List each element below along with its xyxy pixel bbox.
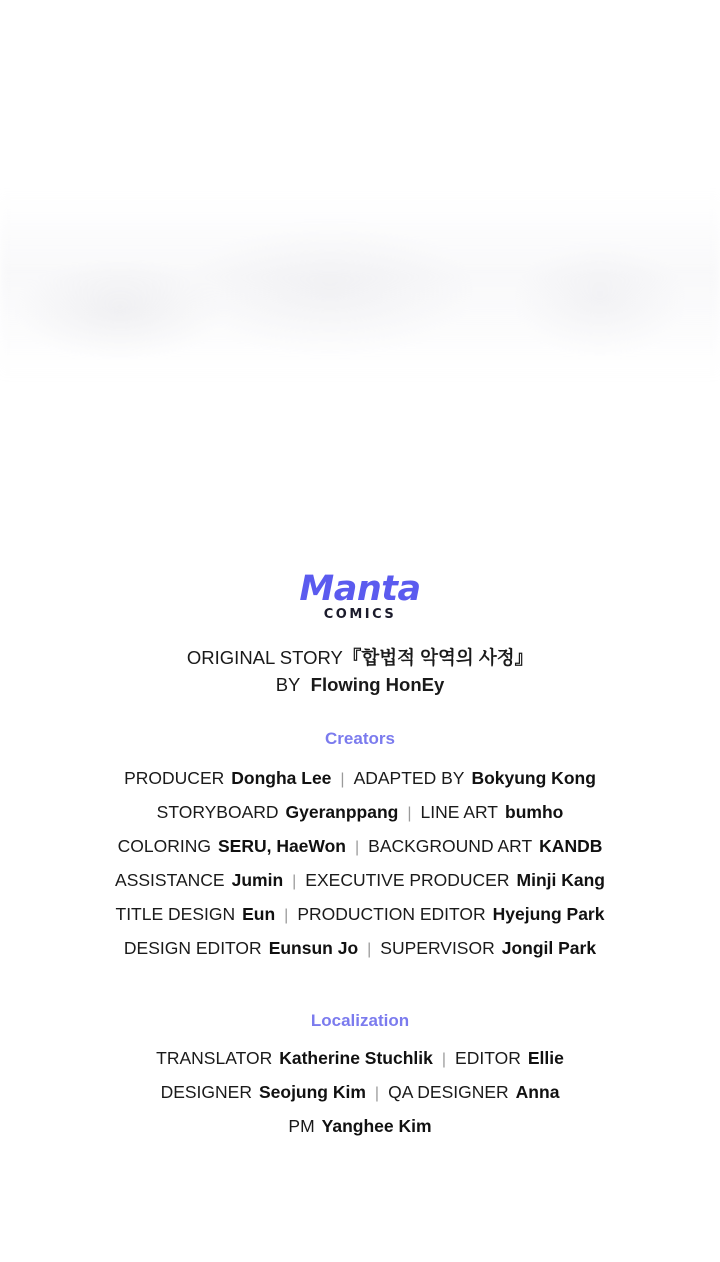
credit-name: Jumin [231,870,284,890]
original-story-title: 『합법적 악역의 사정』 [342,647,534,668]
credit-row [0,932,720,966]
credit-entry [455,1042,564,1074]
credit-separator: | [374,1085,380,1102]
credit-name: Eunsun Jo [268,938,359,958]
credit-name: Katherine Stuchlik [279,1048,433,1068]
credit-role: QA DESIGNER [388,1082,509,1102]
credit-entry [297,898,604,930]
logo-wordmark: Manta [299,569,421,609]
credit-role: DESIGN EDITOR [123,938,262,958]
credit-role: COLORING [117,836,211,856]
creators-list [0,762,720,966]
credit-name: Ellie [527,1048,564,1068]
credit-entry [124,762,331,794]
credit-separator: | [367,941,372,958]
credit-name: Gyeranppang [285,802,399,822]
credit-name: Anna [515,1082,560,1102]
credit-role: TITLE DESIGN [115,904,236,924]
credit-separator: | [292,873,297,890]
credit-separator: | [407,805,412,822]
localization-list [0,1042,720,1142]
credit-entry [380,932,596,964]
logo-subtitle: COMICS [323,607,397,622]
credit-entry [354,762,596,794]
credit-row [0,1110,720,1142]
credit-name: bumho [505,802,564,822]
creators-section-title: Creators [325,729,395,748]
credit-separator: | [441,1051,447,1068]
original-story-label: ORIGINAL STORY [186,647,343,668]
credit-role: ASSISTANCE [115,870,225,890]
credit-role: STORYBOARD [156,802,279,822]
credit-entry [368,830,602,862]
credit-row [0,762,720,796]
credit-row [0,898,720,932]
credit-entry [156,1042,433,1074]
credit-role: ADAPTED BY [353,768,465,788]
credit-role: TRANSLATOR [156,1048,273,1068]
credit-row [0,1042,720,1076]
credit-role: PRODUCER [124,768,225,788]
credit-entry [288,1110,431,1142]
credit-role: EXECUTIVE PRODUCER [305,870,510,890]
credit-role: DESIGNER [160,1082,252,1102]
credit-entry [118,830,346,862]
credit-row [0,796,720,830]
original-story-line [0,644,720,671]
credit-entry [161,1076,366,1108]
credit-role: SUPERVISOR [380,938,495,958]
credit-name: SERU, HaeWon [217,836,346,856]
credit-separator: | [340,771,345,788]
credit-row [0,864,720,898]
original-author-label: BY [275,674,301,695]
credit-row [0,1076,720,1110]
credit-role: BACKGROUND ART [368,836,533,856]
credit-entry [116,898,276,930]
manta-comics-logo [0,570,720,623]
credit-entry [115,864,283,896]
credit-role: PM [288,1116,315,1136]
credit-row [0,830,720,864]
credit-separator: | [355,839,360,856]
credit-entry [305,864,605,896]
original-story-block [0,644,720,698]
background-artwork-fade [0,190,720,380]
credit-role: PRODUCTION EDITOR [297,904,486,924]
credit-name: Yanghee Kim [321,1116,432,1136]
credit-entry [124,932,358,964]
credit-name: Eun [242,904,276,924]
credit-entry [421,796,564,828]
credit-name: Jongil Park [501,938,597,958]
credit-entry [157,796,399,828]
original-author-line [0,671,720,698]
localization-section-title: Localization [310,1011,410,1030]
original-author-name: Flowing HonEy [310,674,445,695]
credit-name: Seojung Kim [258,1082,366,1102]
credit-role: LINE ART [420,802,499,822]
credit-role: EDITOR [455,1048,521,1068]
credit-name: Minji Kang [516,870,605,890]
credit-name: KANDB [539,836,603,856]
credit-name: Bokyung Kong [471,768,596,788]
credit-entry [388,1076,559,1108]
credit-name: Hyejung Park [492,904,605,924]
credit-name: Dongha Lee [231,768,332,788]
credit-separator: | [284,907,289,924]
